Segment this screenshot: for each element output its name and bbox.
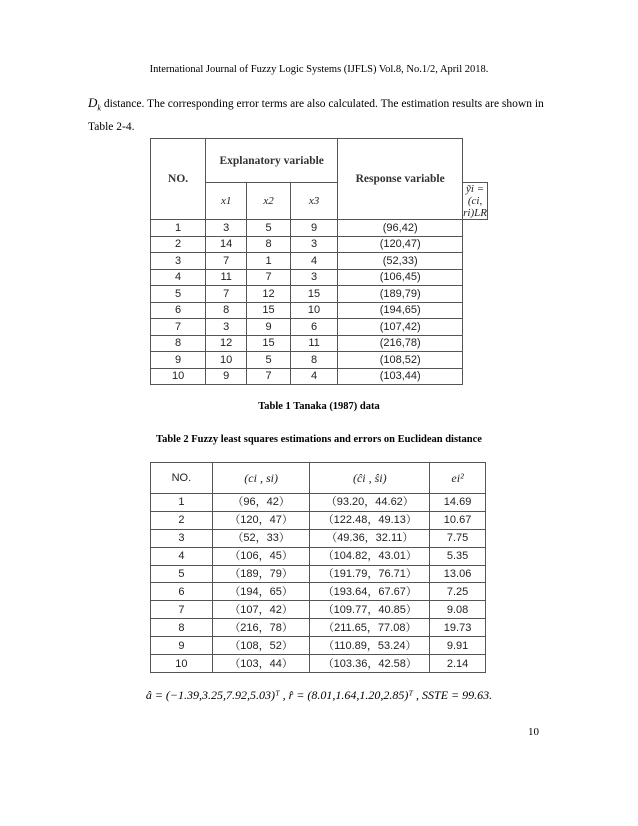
table-cell: (103,44) xyxy=(338,368,463,385)
table-cell: 4 xyxy=(290,253,337,270)
table-cell: 15 xyxy=(247,335,291,352)
table-cell: 3 xyxy=(290,236,337,253)
table-cell: 8 xyxy=(151,335,206,352)
table-cell: （104.82，43.01） xyxy=(310,547,430,565)
table-row xyxy=(151,286,488,303)
table-cell: 3 xyxy=(151,529,213,547)
table-row xyxy=(151,335,488,352)
table-cell: （189，79） xyxy=(212,565,310,583)
t1-header-response: Response variable xyxy=(338,139,463,220)
table-cell: 9.08 xyxy=(430,601,486,619)
table-row xyxy=(151,655,486,673)
table-row xyxy=(151,619,486,637)
table-cell: (96,42) xyxy=(338,220,463,237)
table-cell: 15 xyxy=(247,302,291,319)
table-cell: 15 xyxy=(290,286,337,303)
table-row xyxy=(151,269,488,286)
t2-header-error: ei² xyxy=(430,463,486,494)
dk-symbol xyxy=(88,95,101,113)
table-cell: 3 xyxy=(290,269,337,286)
table-cell: （122.48，49.13） xyxy=(310,511,430,529)
table-cell: 10 xyxy=(151,655,213,673)
table-cell: （120，47） xyxy=(212,511,310,529)
table-cell: 7 xyxy=(247,269,291,286)
table-cell: 7 xyxy=(151,601,213,619)
table-cell: (216,78) xyxy=(338,335,463,352)
table-cell: 6 xyxy=(151,302,206,319)
table-cell: （93.20，44.62） xyxy=(310,494,430,512)
table-cell: 7.25 xyxy=(430,583,486,601)
table-cell: 2 xyxy=(151,236,206,253)
dk-symbol-base: D xyxy=(88,95,98,110)
table-cell: 5 xyxy=(247,220,291,237)
table-cell: 11 xyxy=(206,269,247,286)
table-cell: （103.36，42.58） xyxy=(310,655,430,673)
table-cell: （106，45） xyxy=(212,547,310,565)
table-row xyxy=(151,302,488,319)
table-cell: （49.36，32.11） xyxy=(310,529,430,547)
table-cell: (108,52) xyxy=(338,352,463,369)
table-cell: （52，33） xyxy=(212,529,310,547)
table-cell: 5.35 xyxy=(430,547,486,565)
table-cell: 10.67 xyxy=(430,511,486,529)
t2-header-estimated: (ĉi , ŝi) xyxy=(310,463,430,494)
table-cell: 2.14 xyxy=(430,655,486,673)
table-cell: (120,47) xyxy=(338,236,463,253)
table-row xyxy=(151,352,488,369)
table-cell: 10 xyxy=(206,352,247,369)
table-cell: 7.75 xyxy=(430,529,486,547)
table-cell: （211.65，77.08） xyxy=(310,619,430,637)
table-cell: （108，52） xyxy=(212,637,310,655)
table-cell: 12 xyxy=(206,335,247,352)
table-cell: 1 xyxy=(247,253,291,270)
table-cell: 6 xyxy=(151,583,213,601)
table-cell: （107，42） xyxy=(212,601,310,619)
table-cell: (189,79) xyxy=(338,286,463,303)
table-row xyxy=(151,236,488,253)
table-cell: （109.77，40.85） xyxy=(310,601,430,619)
table-cell: 9 xyxy=(247,319,291,336)
t1-header-explanatory: Explanatory variable xyxy=(206,139,338,183)
table-cell: （194，65） xyxy=(212,583,310,601)
t1-header-x2: x2 xyxy=(247,183,291,220)
table-row xyxy=(151,494,486,512)
table-cell: 4 xyxy=(151,547,213,565)
table-cell: （216，78） xyxy=(212,619,310,637)
t1-header-x1: x1 xyxy=(206,183,247,220)
table-2-estimations xyxy=(150,462,486,673)
table-row xyxy=(151,529,486,547)
table-cell: 5 xyxy=(151,565,213,583)
table-cell: 7 xyxy=(206,253,247,270)
t2-header-no: NO. xyxy=(151,463,213,494)
table-cell: 5 xyxy=(151,286,206,303)
table-row xyxy=(151,511,486,529)
table-cell: 8 xyxy=(247,236,291,253)
table-row xyxy=(151,547,486,565)
table-cell: （96，42） xyxy=(212,494,310,512)
table-cell: 9 xyxy=(151,352,206,369)
table-cell: 19.73 xyxy=(430,619,486,637)
table-cell: 7 xyxy=(206,286,247,303)
table-cell: (106,45) xyxy=(338,269,463,286)
estimation-formula: â = (−1.39,3.25,7.92,5.03)ᵀ , r̂ = (8.01,1.64,1.20,2.85)ᵀ , SSTE = 99.63. xyxy=(145,688,493,702)
table-cell: 10 xyxy=(290,302,337,319)
table-row xyxy=(151,565,486,583)
table-cell: 5 xyxy=(247,352,291,369)
t2-header-observed: (ci , si) xyxy=(212,463,310,494)
table-cell: 3 xyxy=(206,319,247,336)
page-number: 10 xyxy=(528,726,539,738)
table-row xyxy=(151,368,488,385)
table-row xyxy=(151,637,486,655)
table-cell: 3 xyxy=(206,220,247,237)
intro-paragraph xyxy=(88,94,558,136)
table-cell: 14.69 xyxy=(430,494,486,512)
table-cell: 1 xyxy=(151,494,213,512)
table-row xyxy=(151,319,488,336)
table-cell: 2 xyxy=(151,511,213,529)
table-cell: 10 xyxy=(151,368,206,385)
table-cell: 14 xyxy=(206,236,247,253)
table-cell: 8 xyxy=(290,352,337,369)
table-cell: (194,65) xyxy=(338,302,463,319)
table-cell: (107,42) xyxy=(338,319,463,336)
table-row xyxy=(151,601,486,619)
table-cell: (52,33) xyxy=(338,253,463,270)
table-2-caption: Table 2 Fuzzy least squares estimations and errors on Euclidean distance xyxy=(156,434,482,445)
table-cell: 9 xyxy=(151,637,213,655)
table-cell: 8 xyxy=(151,619,213,637)
table-1-caption: Table 1 Tanaka (1987) data xyxy=(258,401,380,412)
dk-symbol-subscript: k xyxy=(97,103,101,113)
table-cell: 6 xyxy=(290,319,337,336)
table-cell: （110.89，53.24） xyxy=(310,637,430,655)
table-1-tanaka-data xyxy=(150,138,488,385)
t1-header-no: NO. xyxy=(151,139,206,220)
table-row xyxy=(151,583,486,601)
table-cell: （191.79，76.71） xyxy=(310,565,430,583)
table-cell: 7 xyxy=(151,319,206,336)
journal-header: International Journal of Fuzzy Logic Systems (IJFLS) Vol.8, No.1/2, April 2018. xyxy=(149,64,489,75)
table-cell: 9 xyxy=(206,368,247,385)
table-cell: 3 xyxy=(151,253,206,270)
table-cell: 9 xyxy=(290,220,337,237)
table-cell: 12 xyxy=(247,286,291,303)
table-row xyxy=(151,253,488,270)
t1-header-x3: x3 xyxy=(290,183,337,220)
table-cell: （103，44） xyxy=(212,655,310,673)
table-cell: 7 xyxy=(247,368,291,385)
table-cell: 1 xyxy=(151,220,206,237)
t1-header-y: ỹi = (ci, ri)LR xyxy=(463,183,487,219)
table-cell: 4 xyxy=(151,269,206,286)
table-cell: （193.64，67.67） xyxy=(310,583,430,601)
table-cell: 13.06 xyxy=(430,565,486,583)
table-row xyxy=(151,220,488,237)
table-cell: 8 xyxy=(206,302,247,319)
intro-text: distance. The corresponding error terms are also calculated. The estimation results are shown in Table 2-4. xyxy=(88,98,544,133)
table-cell: 4 xyxy=(290,368,337,385)
table-cell: 9.91 xyxy=(430,637,486,655)
table-cell: 11 xyxy=(290,335,337,352)
